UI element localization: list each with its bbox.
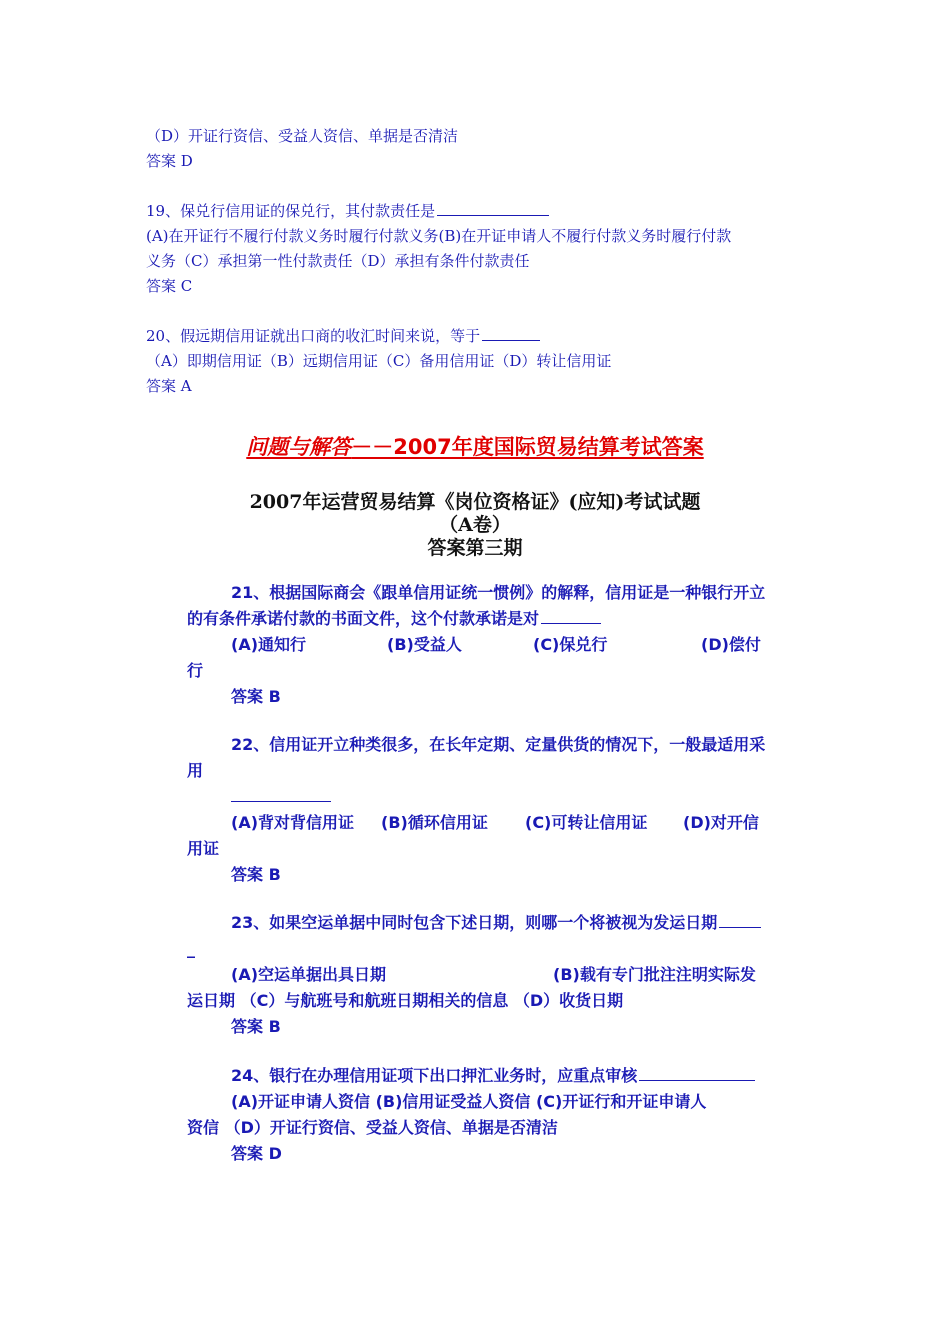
answer-text: 答案 D: [231, 1144, 282, 1163]
option-text: 资信 （D）开证行资信、受益人资信、单据是否清洁: [187, 1118, 558, 1137]
page-subtitle: （A卷）: [439, 514, 511, 536]
question-stem-cont: 用: [187, 761, 204, 780]
answer-blank: [541, 608, 601, 624]
question-stem: 20、假远期信用证就出口商的收汇时间来说，等于: [146, 327, 481, 345]
banner-italic: 问题与解答: [246, 435, 352, 459]
question-stem: 22、信用证开立种类很多，在长年定期、定量供货的情况下，一般最适用采: [231, 735, 766, 754]
answer-blank: [719, 912, 761, 928]
question-block-18-tail: [146, 124, 826, 174]
option-c: (C)可转让信用证: [525, 813, 648, 832]
answer-blank: [639, 1065, 755, 1081]
question-stem: 21、根据国际商会《跟单信用证统一惯例》的解释，信用证是一种银行开立: [231, 583, 766, 602]
answer-blank-wrap: _: [187, 939, 195, 958]
answer-text: 答案 D: [146, 152, 193, 170]
option-text: 义务（C）承担第一性付款责任（D）承担有条件付款责任: [146, 252, 530, 270]
answer-text: 答案 B: [231, 687, 281, 706]
option-text: （D）开证行资信、受益人资信、单据是否清洁: [146, 127, 459, 145]
option-b: (B)载有专门批注注明实际发: [553, 965, 756, 984]
answer-blank: [231, 786, 331, 802]
option-d-wrap: 用证: [187, 839, 220, 858]
section-banner: [0, 432, 950, 462]
question-stem: 24、银行在办理信用证项下出口押汇业务时，应重点审核: [231, 1066, 638, 1085]
option-text: （A）即期信用证（B）远期信用证（C）备用信用证（D）转让信用证: [146, 352, 612, 370]
answer-text: 答案 A: [146, 377, 192, 395]
question-block-20: [146, 324, 826, 399]
page-title: 2007年运营贸易结算《岗位资格证》(应知)考试试题: [249, 491, 701, 513]
page-subtitle-issue: 答案第三期: [427, 537, 523, 559]
option-d-wrap: 行: [187, 661, 204, 680]
question-stem: 23、如果空运单据中同时包含下述日期，则哪一个将被视为发运日期: [231, 913, 718, 932]
answer-blank: [482, 325, 540, 341]
option-a: (A)空运单据出具日期: [231, 965, 387, 984]
option-b: (B)受益人: [387, 635, 462, 654]
question-block-22: [187, 732, 777, 888]
option-c: (C)保兑行: [533, 635, 608, 654]
option-b: (B)循环信用证: [381, 813, 488, 832]
option-a: (A)通知行: [231, 635, 307, 654]
question-block-21: [187, 580, 777, 710]
question-block-23: [187, 910, 777, 1040]
question-stem: 19、保兑行信用证的保兑行，其付款责任是: [146, 202, 436, 220]
answer-text: 答案 B: [231, 865, 281, 884]
option-d: (D)对开信: [683, 813, 759, 832]
option-text: (A)在开证行不履行付款义务时履行付款义务(B)在开证申请人不履行付款义务时履行付款: [146, 227, 732, 245]
question-stem-cont: 的有条件承诺付款的书面文件，这个付款承诺是对: [187, 609, 540, 628]
question-block-24: [187, 1063, 777, 1167]
answer-text: 答案 C: [146, 277, 193, 295]
option-text: 运日期 （C）与航班号和航班日期相关的信息 （D）收货日期: [187, 991, 624, 1010]
answer-text: 答案 B: [231, 1017, 281, 1036]
answer-blank: [437, 200, 549, 216]
option-d: (D)偿付: [701, 635, 761, 654]
option-a: (A)背对背信用证: [231, 813, 355, 832]
question-block-19: [146, 199, 826, 299]
banner-title: －－2007年度国际贸易结算考试答案: [351, 435, 704, 459]
option-text: (A)开证申请人资信 (B)信用证受益人资信 (C)开证行和开证申请人: [231, 1092, 707, 1111]
